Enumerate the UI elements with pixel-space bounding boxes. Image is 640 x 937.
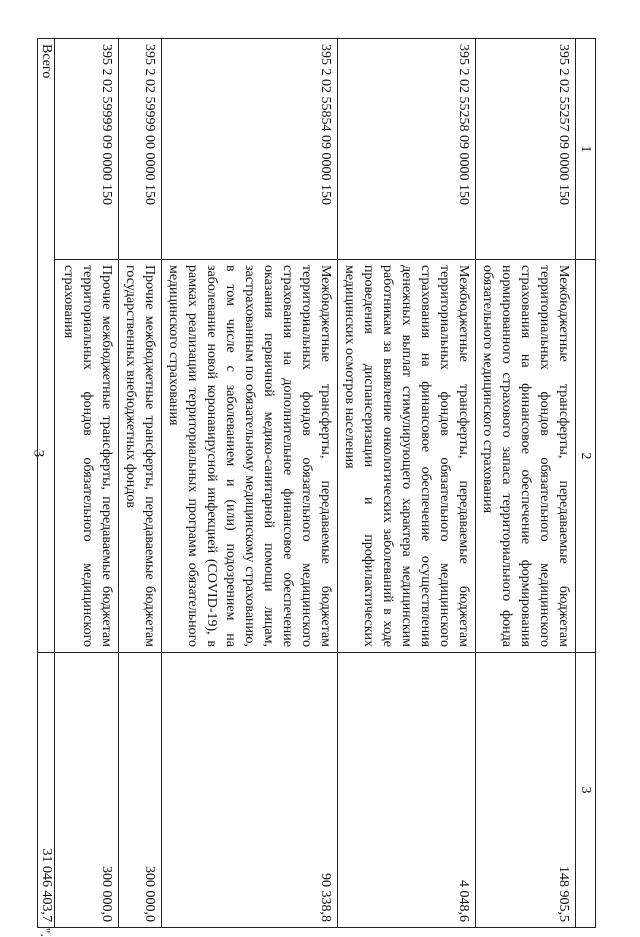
table-row bbox=[476, 39, 576, 928]
row-description: Межбюджетные трансферты, передаваемые бюджетам территориальных фондов обязательного медицинского страхования на финансовое обеспечение осуществления денежных выплат стимулирующего характера медицинским работникам за выявление онкологических заболеваний в ходе проведения диспансеризации и профилактических медицинских осмотров населения bbox=[338, 260, 476, 653]
total-amount: 31 046 403,7 bbox=[39, 848, 54, 922]
header-col-2: 2 bbox=[576, 260, 596, 653]
header-col-1: 1 bbox=[576, 39, 596, 260]
page-number: 3 bbox=[30, 449, 47, 458]
row-code: 395 2 02 55258 09 0000 150 bbox=[338, 39, 476, 260]
table-row bbox=[55, 39, 119, 928]
row-code: 395 2 02 59999 00 0000 150 bbox=[119, 39, 162, 260]
closing-quote: ". bbox=[37, 927, 52, 937]
row-description: Прочие межбюджетные трансферты, передаваемые бюджетам государственных внебюджетных фондов bbox=[119, 260, 162, 653]
table-row bbox=[338, 39, 476, 928]
row-code: 395 2 02 55854 09 0000 150 bbox=[162, 39, 338, 260]
row-description: Межбюджетные трансферты, передаваемые бюджетам территориальных фондов обязательного медицинского страхования на дополнительное финансовое обеспечение оказания первичной медико-санитарной помощи лицам, застрахованным по обязательному медицинскому страхованию, в том числе с заболеванием и (или) подозрением на заболевание новой коронавирусной инфекцией (COVID-19), в рамках реализации территориальных программ обязательного медицинского страхования bbox=[162, 260, 338, 653]
row-code: 395 2 02 55257 09 0000 150 bbox=[476, 39, 576, 260]
table-header-row bbox=[576, 39, 596, 928]
row-amount: 148 905,5 bbox=[476, 653, 576, 928]
row-code: 395 2 02 59999 09 0000 150 bbox=[55, 39, 119, 260]
table-row bbox=[119, 39, 162, 928]
row-description: Межбюджетные трансферты, передаваемые бюджетам территориальных фондов обязательного медицинского страхования на финансовое обеспечение формирования нормированного страхового запаса территориального фонда обязательного медицинского страхования bbox=[476, 260, 576, 653]
row-amount: 300 000,0 bbox=[55, 653, 119, 928]
row-amount: 300 000,0 bbox=[119, 653, 162, 928]
total-cell bbox=[37, 653, 55, 937]
rotated-page-content bbox=[37, 38, 596, 937]
total-row bbox=[38, 39, 55, 928]
header-col-3: 3 bbox=[576, 653, 596, 928]
row-amount: 90 338,8 bbox=[162, 653, 338, 928]
budget-table bbox=[37, 38, 596, 937]
row-amount: 4 048,6 bbox=[338, 653, 476, 928]
table-row bbox=[162, 39, 338, 928]
row-description: Прочие межбюджетные трансферты, передаваемые бюджетам территориальных фондов обязательного медицинского страхования bbox=[55, 260, 119, 653]
total-label: Всего bbox=[38, 39, 55, 653]
